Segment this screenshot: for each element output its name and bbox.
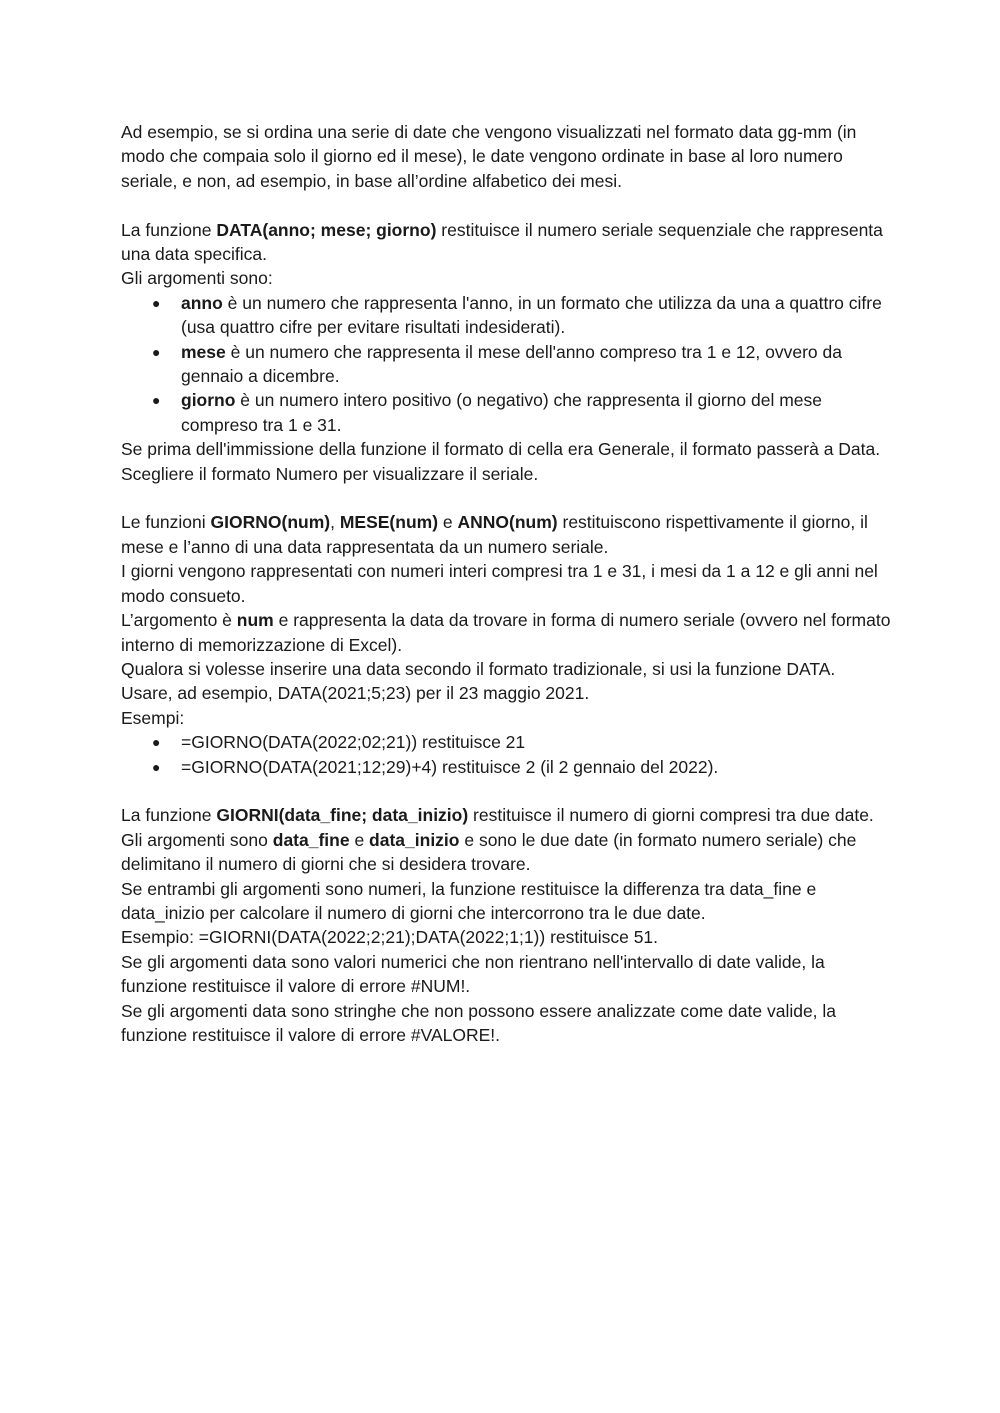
function-name: GIORNO(num) <box>210 512 331 533</box>
text-span: La funzione <box>121 805 217 826</box>
arguments-intro: Gli argomenti sono: <box>121 268 273 289</box>
difference-note: Se entrambi gli argomenti sono numeri, la funzione restituisce la differenza tra data_fine e data_inizio per calcolare il numero di giorni che intercorrono tra le due date. <box>121 878 817 923</box>
argument-description: è un numero che rappresenta il mese dell'anno compreso tra 1 e 12, ovvero da gennaio a dicembre. <box>181 341 842 387</box>
examples-label: Esempi: <box>121 707 185 728</box>
list-item <box>152 340 891 389</box>
argument-term: anno <box>181 292 223 313</box>
number-format-note: Scegliere il formato Numero per visualizzare il seriale. <box>121 463 539 484</box>
intro-paragraph: Ad esempio, se si ordina una serie di date che vengono visualizzati nel formato data gg-mm (in modo che compaia solo il giorno ed il mese), le date vengono ordinate in base al loro numero seriale, e non, ad esempio, in base all’ordine alfabetico dei mesi. <box>121 122 857 191</box>
list-item <box>152 291 891 340</box>
bullet-icon: ● <box>152 294 161 311</box>
paragraph-gap <box>121 486 891 510</box>
bullet-icon: ● <box>152 758 161 775</box>
text-span: Le funzioni <box>121 512 211 533</box>
text-span: e <box>438 512 458 533</box>
text-span: e <box>349 829 370 850</box>
usage-example-note: Usare, ad esempio, DATA(2021;5;23) per il 23 maggio 2021. <box>121 683 590 704</box>
list-item <box>152 388 891 437</box>
giorni-example: Esempio: =GIORNI(DATA(2022;2;21);DATA(2022;1;1)) restituisce 51. <box>121 927 659 948</box>
valore-error-note: Se gli argomenti data sono stringhe che non possono essere analizzate come date valide, la funzione restituisce il valore di errore #VALORE!. <box>121 1000 837 1045</box>
value-ranges-note: I giorni vengono rappresentati con numeri interi compresi tra 1 e 31, i mesi da 1 a 12 e gli anni nel modo consueto. <box>121 561 878 606</box>
function-name: DATA(anno; mese; giorno) <box>216 219 437 240</box>
function-name: MESE(num) <box>339 512 439 533</box>
text-span: La funzione <box>121 219 217 240</box>
paragraph-gap <box>121 193 891 217</box>
traditional-format-note: Qualora si volesse inserire una data secondo il formato tradizionale, si usi la funzione DATA. <box>121 658 836 679</box>
bullet-icon: ● <box>152 734 161 751</box>
argument-term: data_fine <box>272 829 350 850</box>
argument-term: mese <box>181 341 226 362</box>
argument-note <box>121 608 891 657</box>
giorni-arguments <box>121 828 891 877</box>
function-name: ANNO(num) <box>457 512 558 533</box>
argument-description: è un numero che rappresenta l'anno, in un formato che utilizza da una a quattro cifre (usa quattro cifre per evitare risultati indesiderati). <box>181 292 882 338</box>
list-item <box>152 730 891 754</box>
example-text: =GIORNO(DATA(2021;12;29)+4) restituisce 2 (il 2 gennaio del 2022). <box>181 756 719 777</box>
text-span: restituisce il numero seriale sequenziale che rappresenta una data specifica. <box>121 219 883 265</box>
bullet-icon: ● <box>152 343 161 360</box>
paragraph-gap <box>121 779 891 803</box>
examples-list <box>121 730 891 779</box>
text-span: restituiscono rispettivamente il giorno, il mese e l’anno di una data rappresentata da un numero seriale. <box>121 512 868 557</box>
argument-term: giorno <box>181 390 236 411</box>
format-note: Se prima dell'immissione della funzione il formato di cella era Generale, il formato passerà a Data. <box>121 439 881 460</box>
data-arguments-list <box>121 291 891 437</box>
argument-term: num <box>236 610 274 631</box>
text-span: e rappresenta la data da trovare in forma di numero seriale (ovvero nel formato interno di memorizzazione di Excel). <box>121 610 891 655</box>
text-span: L’argomento è <box>121 610 237 631</box>
data-function-intro <box>121 218 891 267</box>
argument-description: è un numero intero positivo (o negativo) che rappresenta il giorno del mese compreso tra 1 e 31. <box>181 390 823 435</box>
bullet-icon: ● <box>152 392 161 409</box>
text-span: Gli argomenti sono <box>121 829 273 850</box>
example-text: =GIORNO(DATA(2022;02;21)) restituisce 21 <box>181 732 526 753</box>
text-span: e sono le due date (in formato numero seriale) che delimitano il numero di giorni che si desidera trovare. <box>121 829 857 875</box>
list-item <box>152 755 891 779</box>
text-span: restituisce il numero di giorni compresi tra due date. <box>468 805 874 826</box>
document-page <box>121 120 891 1047</box>
num-error-note: Se gli argomenti data sono valori numerici che non rientrano nell'intervallo di date valide, la funzione restituisce il valore di errore #NUM!. <box>121 951 825 997</box>
gma-function-intro <box>121 510 891 559</box>
text-span: , <box>330 512 340 533</box>
argument-term: data_inizio <box>369 829 460 850</box>
function-name: GIORNI(data_fine; data_inizio) <box>216 805 469 826</box>
giorni-function-intro <box>121 803 891 827</box>
